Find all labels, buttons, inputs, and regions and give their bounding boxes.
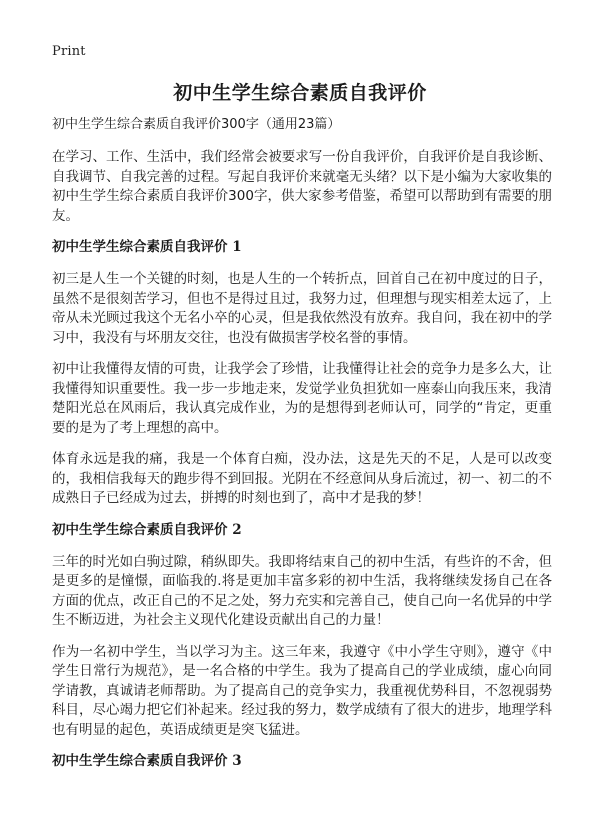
section-paragraph: 体育永远是我的痛，我是一个体育白痴，没办法，这是先天的不足，人是可以改变的，我相信我每天的跑步得不到回报。光阴在不经意间从身后流过，初一、初二的不成熟日子已经成为过去，拼搏的时刻也到了，高中才是我的梦！ — [52, 451, 552, 506]
print-link[interactable]: Print — [52, 44, 86, 59]
article-subtitle: 初中生学生综合素质自我评价300字（通用23篇） — [52, 117, 341, 132]
article-body — [52, 116, 552, 784]
section-3 — [52, 752, 552, 770]
section-paragraph: 初中让我懂得友情的可贵，让我学会了珍惜，让我懂得让社会的竞争力是多么大，让我懂得知识重要性。我一步一步地走来，发觉学业负担犹如一座泰山向我压来，我清楚阳光总在风雨后，我认真完成作业，为的是想得到老师认可，同学的“肯定，更重要的是为了考上理想的高中。 — [52, 361, 552, 436]
section-1 — [52, 238, 552, 509]
intro-paragraph: 在学习、工作、生活中，我们经常会被要求写一份自我评价，自我评价是自我诊断、自我调节、自我完善的过程。写起自我评价来就毫无头绪？以下是小编为大家收集的初中生学生综合素质自我评价300字，供大家参考借鉴，希望可以帮助到有需要的朋友。 — [52, 149, 552, 224]
section-heading: 初中生学生综合素质自我评价 1 — [52, 239, 242, 255]
section-paragraph: 三年的时光如白驹过隙，稍纵即失。我即将结束自己的初中生活，有些许的不舍，但是更多的是憧憬，面临我的.将是更加丰富多彩的初中生活，我将继续发扬自己在各方面的优点，改正自己的不足之处，努力充实和完善自己，使自己向一名优异的中学生不断迈进，为社会主义现代化建设贡献出自己的力量！ — [52, 553, 552, 628]
section-heading: 初中生学生综合素质自我评价 2 — [52, 521, 242, 538]
section-paragraph: 初三是人生一个关键的时刻，也是人生的一个转折点，回首自己在初中度过的日子，虽然不是很刻苦学习，但也不是得过且过，我努力过，但理想与现实相差太远了，上帝从未光顾过我这个无名小卒的心灵，但是我依然没有放弃。我自问，我在初中的学习中，我没有与坏朋友交往，也没有做损害学校名誉的事情。 — [52, 271, 552, 346]
page-title: 初中生学生综合素质自我评价 — [173, 82, 427, 104]
section-heading: 初中生学生综合素质自我评价 3 — [52, 753, 242, 769]
section-2 — [52, 521, 552, 741]
section-paragraph: 作为一名初中学生，当以学习为主。这三年来，我遵守《中小学生守则》，遵守《中学生日常行为规范》，是一名合格的中学生。我为了提高自己的学业成绩，虚心向同学请教，真诚请老师帮助。为了提高自己的竞争实力，我重视优势科目，不忽视弱势科目，尽心竭力把它们补起来。经过我的努力，数学成绩有了很大的进步，地理学科也有明显的起色，英语成绩更是突飞猛进。 — [52, 643, 552, 738]
